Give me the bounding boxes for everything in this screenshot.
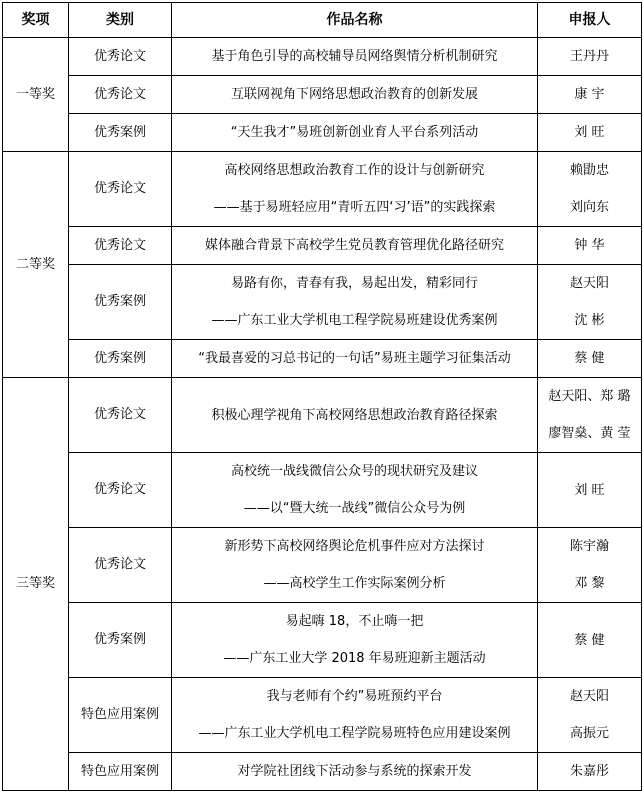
work-title-cell bbox=[172, 114, 538, 152]
category-cell: 优秀案例 bbox=[69, 114, 172, 152]
applicant-cell bbox=[538, 38, 642, 76]
work-title-line: 对学院社团线下活动参与系统的探索开发 bbox=[237, 764, 472, 779]
work-title-line: ——基于易班轻应用“青听五四‘习’语”的实践探索 bbox=[213, 200, 496, 215]
category-cell: 特色应用案例 bbox=[69, 753, 172, 791]
applicant-cell bbox=[538, 528, 642, 603]
applicant-cell bbox=[538, 76, 642, 114]
table-row bbox=[3, 265, 642, 340]
work-title-line: ——广东工业大学机电工程学院易班建设优秀案例 bbox=[211, 313, 498, 328]
category-cell: 优秀论文 bbox=[69, 38, 172, 76]
work-title-line: ——以“暨大统一战线”微信公众号为例 bbox=[243, 501, 466, 516]
work-title-cell bbox=[172, 227, 538, 265]
award-cell: 三等奖 bbox=[3, 378, 69, 791]
work-title-line: “天生我才”易班创新创业育人平台系列活动 bbox=[230, 125, 479, 140]
work-title-line: 基于角色引导的高校辅导员网络舆情分析机制研究 bbox=[211, 49, 498, 64]
table-row bbox=[3, 678, 642, 753]
work-title-line: 积极心理学视角下高校网络思想政治教育路径探索 bbox=[211, 407, 498, 423]
work-title-cell bbox=[172, 453, 538, 528]
work-title-line: ——高校学生工作实际案例分析 bbox=[263, 576, 446, 591]
table-row bbox=[3, 76, 642, 114]
applicant-name: 赵天阳 bbox=[569, 689, 609, 704]
award-cell: 二等奖 bbox=[3, 152, 69, 378]
award-cell: 一等奖 bbox=[3, 38, 69, 152]
table-row bbox=[3, 378, 642, 453]
work-title-line: “我最喜爱的习总书记的一句话”易班主题学习征集活动 bbox=[198, 351, 511, 366]
applicant-name: 蔡 健 bbox=[574, 632, 605, 648]
applicant-name: 刘 旺 bbox=[574, 482, 605, 498]
table-row bbox=[3, 340, 642, 378]
applicant-cell bbox=[538, 753, 642, 791]
header-category: 类别 bbox=[69, 3, 172, 38]
applicant-name: 蔡 健 bbox=[574, 351, 605, 366]
applicant-name: 朱嘉彤 bbox=[569, 764, 609, 779]
table-row bbox=[3, 453, 642, 528]
work-title-cell bbox=[172, 378, 538, 453]
awards-table bbox=[2, 2, 642, 791]
applicant-name: 陈宇瀚 bbox=[569, 539, 609, 554]
applicant-cell bbox=[538, 603, 642, 678]
table-row bbox=[3, 38, 642, 76]
applicant-cell bbox=[538, 453, 642, 528]
category-cell: 优秀案例 bbox=[69, 265, 172, 340]
applicant-name: 赖勖忠 bbox=[569, 163, 609, 178]
category-cell: 特色应用案例 bbox=[69, 678, 172, 753]
work-title-cell bbox=[172, 678, 538, 753]
work-title-line: 高校网络思想政治教育工作的设计与创新研究 bbox=[224, 163, 485, 178]
table-row bbox=[3, 227, 642, 265]
applicant-cell bbox=[538, 152, 642, 227]
header-row bbox=[3, 3, 642, 38]
work-title-line: 易路有你，青春有我，易起出发，精彩同行 bbox=[230, 276, 478, 291]
category-cell: 优秀案例 bbox=[69, 340, 172, 378]
category-cell: 优秀论文 bbox=[69, 378, 172, 453]
applicant-name: 赵天阳、郑 璐 bbox=[548, 389, 631, 404]
applicant-cell bbox=[538, 227, 642, 265]
work-title-cell bbox=[172, 753, 538, 791]
work-title-line: 高校统一战线微信公众号的现状研究及建议 bbox=[230, 464, 478, 479]
header-work: 作品名称 bbox=[172, 3, 538, 38]
work-title-line: 媒体融合背景下高校学生党员教育管理优化路径研究 bbox=[204, 238, 504, 253]
applicant-cell bbox=[538, 378, 642, 453]
category-cell: 优秀论文 bbox=[69, 152, 172, 227]
applicant-name: 刘 旺 bbox=[574, 125, 605, 140]
applicant-cell bbox=[538, 678, 642, 753]
work-title-cell bbox=[172, 38, 538, 76]
table-body bbox=[3, 38, 642, 791]
work-title-cell bbox=[172, 76, 538, 114]
applicant-name: 刘向东 bbox=[569, 200, 609, 215]
applicant-name: 康 宇 bbox=[574, 87, 605, 102]
applicant-cell bbox=[538, 114, 642, 152]
work-title-cell bbox=[172, 603, 538, 678]
header-award: 奖项 bbox=[3, 3, 69, 38]
applicant-name: 邓 黎 bbox=[574, 576, 605, 591]
work-title-cell bbox=[172, 265, 538, 340]
work-title-cell bbox=[172, 528, 538, 603]
work-title-line: ——广东工业大学机电工程学院易班特色应用建设案例 bbox=[198, 726, 511, 741]
applicant-name: 高振元 bbox=[569, 726, 609, 741]
category-cell: 优秀论文 bbox=[69, 76, 172, 114]
work-title-line: 易起嗨 18，不止嗨一把 bbox=[285, 614, 424, 629]
applicant-cell bbox=[538, 265, 642, 340]
applicant-name: 廖智燊、黄 莹 bbox=[548, 426, 631, 441]
table-row bbox=[3, 753, 642, 791]
work-title-cell bbox=[172, 152, 538, 227]
work-title-line: 互联网视角下网络思想政治教育的创新发展 bbox=[230, 87, 478, 102]
applicant-name: 赵天阳 bbox=[569, 276, 609, 291]
applicant-name: 王丹丹 bbox=[569, 49, 609, 64]
applicant-name: 沈 彬 bbox=[574, 313, 605, 328]
category-cell: 优秀论文 bbox=[69, 528, 172, 603]
work-title-line: 我与老师有个约”易班预约平台 bbox=[266, 689, 443, 704]
work-title-cell bbox=[172, 340, 538, 378]
table-row bbox=[3, 114, 642, 152]
table-row bbox=[3, 603, 642, 678]
table-row bbox=[3, 528, 642, 603]
work-title-line: 新形势下高校网络舆论危机事件应对方法探讨 bbox=[224, 539, 485, 554]
category-cell: 优秀论文 bbox=[69, 453, 172, 528]
header-applicant: 申报人 bbox=[538, 3, 642, 38]
table-row bbox=[3, 152, 642, 227]
category-cell: 优秀案例 bbox=[69, 603, 172, 678]
work-title-line: ——广东工业大学 2018 年易班迎新主题活动 bbox=[223, 651, 486, 666]
applicant-name: 钟 华 bbox=[574, 238, 605, 253]
applicant-cell bbox=[538, 340, 642, 378]
category-cell: 优秀论文 bbox=[69, 227, 172, 265]
